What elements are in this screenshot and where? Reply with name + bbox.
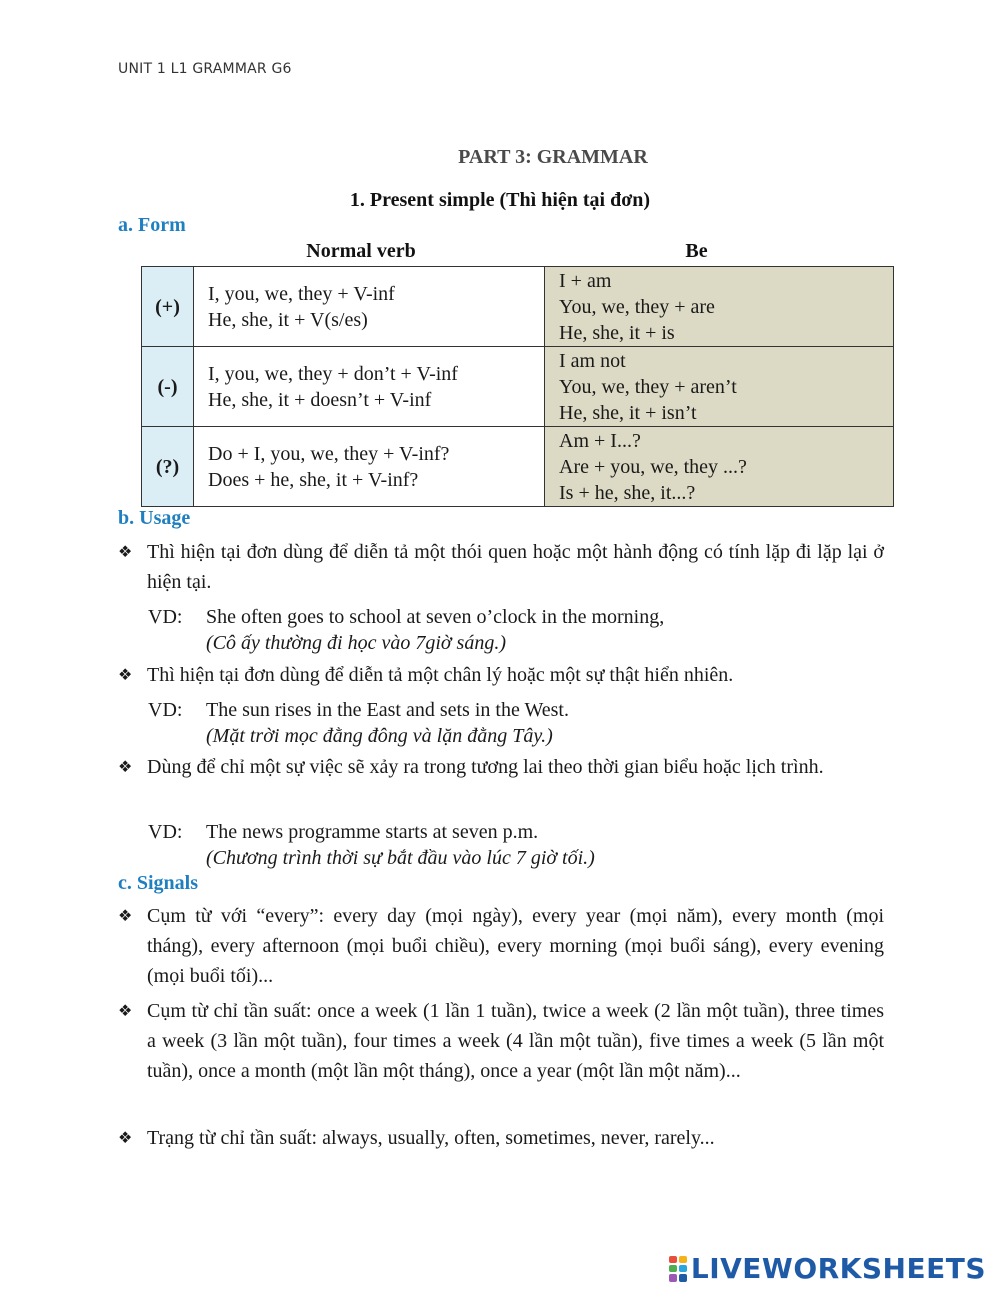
usage-item — [118, 660, 884, 690]
logo-text: LIVEWORKSHEETS — [690, 1252, 986, 1285]
table-row-positive — [142, 267, 894, 347]
diamond-bullet-icon: ❖ — [118, 542, 133, 561]
signal-text: Trạng từ chỉ tần suất: always, usually, often, sometimes, never, rarely... — [147, 1127, 715, 1149]
sign-cell: (+) — [142, 267, 194, 347]
be-cell — [545, 427, 894, 507]
form-heading: a. Form — [118, 214, 186, 236]
formula-line: You, we, they + aren’t — [559, 375, 737, 398]
usage-text: Thì hiện tại đơn dùng để diễn tả một chân lý hoặc một sự thật hiển nhiên. — [147, 664, 734, 686]
form-table — [141, 266, 894, 507]
example-english: She often goes to school at seven o’clock in the morning, — [206, 606, 665, 628]
example-label: VD: — [148, 699, 183, 721]
example-label: VD: — [148, 606, 183, 628]
usage-heading: b. Usage — [118, 507, 191, 529]
signal-item — [118, 996, 884, 1086]
example-label: VD: — [148, 821, 183, 843]
formula-line: Am + I...? — [559, 429, 641, 452]
diamond-bullet-icon: ❖ — [118, 757, 133, 776]
diamond-bullet-icon: ❖ — [118, 1128, 133, 1147]
normal-verb-cell — [194, 267, 545, 347]
normal-verb-cell — [194, 347, 545, 427]
formula-line: I am not — [559, 349, 626, 372]
formula-line: Are + you, we, they ...? — [559, 455, 747, 478]
be-cell — [545, 267, 894, 347]
signals-heading: c. Signals — [118, 872, 199, 894]
formula-line: He, she, it + doesn’t + V-inf — [208, 388, 432, 411]
col-header-be: Be — [685, 240, 708, 262]
lesson-title: 1. Present simple (Thì hiện tại đơn) — [349, 189, 651, 211]
be-cell — [545, 347, 894, 427]
formula-line: Is + he, she, it...? — [559, 481, 696, 504]
logo-squares-icon — [669, 1256, 687, 1282]
formula-line: Does + he, she, it + V-inf? — [208, 468, 419, 491]
formula-line: You, we, they + are — [559, 295, 715, 318]
usage-text: Dùng để chỉ một sự việc sẽ xảy ra trong tương lai theo thời gian biểu hoặc lịch trình. — [147, 756, 824, 778]
example-english: The sun rises in the East and sets in the West. — [206, 699, 569, 721]
signal-item — [118, 1123, 884, 1153]
formula-line: He, she, it + is — [559, 321, 675, 344]
diamond-bullet-icon: ❖ — [118, 1001, 133, 1020]
formula-line: He, she, it + isn’t — [559, 401, 697, 424]
diamond-bullet-icon: ❖ — [118, 906, 133, 925]
example-vietnamese: (Chương trình thời sự bắt đầu vào lúc 7 giờ tối.) — [206, 847, 595, 869]
normal-verb-cell — [194, 427, 545, 507]
table-row-question — [142, 427, 894, 507]
example-english: The news programme starts at seven p.m. — [206, 821, 539, 843]
part-title: PART 3: GRAMMAR — [458, 146, 648, 168]
formula-line: I, you, we, they + don’t + V-inf — [208, 362, 458, 385]
sign-cell: (-) — [142, 347, 194, 427]
usage-item — [118, 537, 884, 597]
example-vietnamese: (Mặt trời mọc đằng đông và lặn đằng Tây.) — [206, 725, 553, 747]
signal-text: Cụm từ với “every”: every day (mọi ngày), every year (mọi năm), every month (mọi tháng), every afternoon (mọi buổi chiều), every morning (mọi buổi sáng), every evening (mọi buổi tối)... — [147, 905, 884, 987]
usage-text: Thì hiện tại đơn dùng để diễn tả một thói quen hoặc một hành động có tính lặp đi lặp lại ở hiện tại. — [147, 541, 884, 593]
col-header-normal-verb: Normal verb — [306, 240, 416, 262]
liveworksheets-logo[interactable] — [669, 1252, 986, 1285]
diamond-bullet-icon: ❖ — [118, 665, 133, 684]
usage-item — [118, 752, 884, 782]
formula-line: Do + I, you, we, they + V-inf? — [208, 442, 450, 465]
signal-item — [118, 901, 884, 991]
formula-line: I, you, we, they + V-inf — [208, 282, 395, 305]
sign-cell: (?) — [142, 427, 194, 507]
signal-text: Cụm từ chỉ tần suất: once a week (1 lần 1 tuần), twice a week (2 lần một tuần), three times a week (3 lần một tuần), four times a week (4 lần một tuần), five times a week (5 lần một tuần), once a month (một lần một tháng), once a year (một lần một năm)... — [147, 1000, 884, 1082]
table-row-negative — [142, 347, 894, 427]
example-vietnamese: (Cô ấy thường đi học vào 7giờ sáng.) — [206, 632, 506, 654]
page-header: UNIT 1 L1 GRAMMAR G6 — [118, 61, 292, 77]
formula-line: He, she, it + V(s/es) — [208, 308, 368, 331]
formula-line: I + am — [559, 269, 612, 292]
